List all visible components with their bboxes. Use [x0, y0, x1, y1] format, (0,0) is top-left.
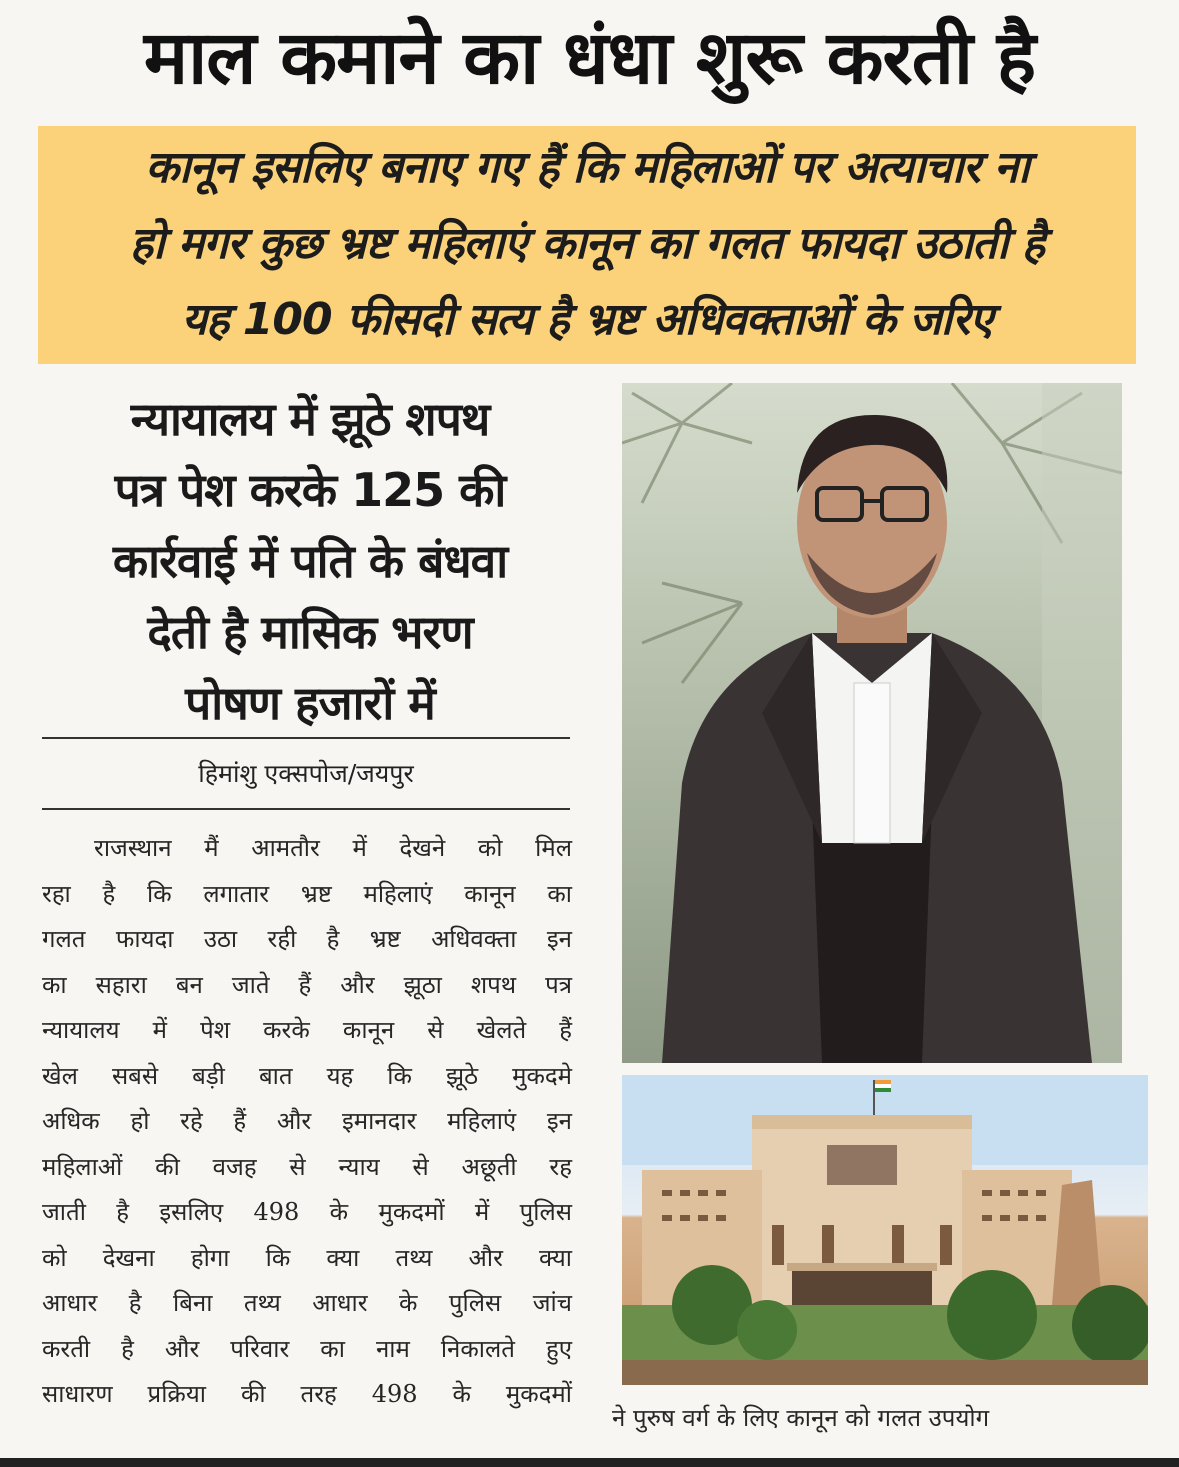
photo-caption: ने पुरुष वर्ग के लिए कानून को गलत उपयोग [612, 1404, 990, 1432]
body-line: साधारण प्रक्रिया की तरह 498 के मुकदमों [42, 1380, 572, 1408]
body-line: जाती है इसलिए 498 के मुकदमों में पुलिस [42, 1198, 572, 1226]
body-line: राजस्थान मैं आमतौर में देखने को मिल [94, 834, 572, 862]
subhead-line: न्यायालय में झूठे शपथ [130, 392, 490, 446]
subhead-line: देती है मासिक भरण [147, 605, 473, 659]
subhead-line: कार्रवाई में पति के बंधवा [112, 534, 508, 588]
subhead-line: पत्र पेश करके 125 की [114, 463, 506, 517]
subhead-line: पोषण हजारों में [185, 676, 435, 730]
body-line: अधिक हो रहे हैं और इमानदार महिलाएं इन [42, 1107, 572, 1135]
body-line: आधार है बिना तथ्य आधार के पुलिस जांच [42, 1289, 572, 1317]
court-building-photo [622, 1075, 1148, 1385]
body-line: न्यायालय में पेश करके कानून से खेलते हैं [42, 1016, 572, 1044]
body-line: को देखना होगा कि क्या तथ्य और क्या [42, 1243, 572, 1272]
article-body [42, 826, 572, 1418]
body-line: गलत फायदा उठा रही है भ्रष्ट अधिवक्ता इन [42, 925, 572, 953]
divider [42, 808, 570, 810]
subheadline [40, 384, 580, 739]
court-building-illustration [622, 1075, 1148, 1385]
body-line: खेल सबसे बड़ी बात यह कि झूठे मुकदमे [42, 1061, 572, 1090]
body-line: रहा है कि लगातार भ्रष्ट महिलाएं कानून का [42, 879, 572, 908]
highlight-banner [38, 126, 1136, 364]
banner-line: कानून इसलिए बनाए गए हैं कि महिलाओं पर अत्याचार ना [145, 142, 1029, 193]
body-line: करती है और परिवार का नाम निकालते हुए [42, 1334, 572, 1363]
divider [42, 737, 570, 739]
headline: माल कमाने का धंधा शुरू करती है [143, 15, 1036, 101]
body-line: महिलाओं की वजह से न्याय से अछूती रह [42, 1152, 572, 1181]
byline: हिमांशु एक्सपोज/जयपुर [198, 759, 414, 788]
portrait-photo [622, 383, 1122, 1063]
banner-line: हो मगर कुछ भ्रष्ट महिलाएं कानून का गलत फायदा उठाती है [129, 218, 1045, 269]
portrait-illustration [622, 383, 1122, 1063]
banner-line: यह 100 फीसदी सत्य है भ्रष्ट अधिवक्ताओं के जरिए [181, 294, 993, 345]
bottom-edge [0, 1458, 1179, 1467]
body-line: का सहारा बन जाते हैं और झूठा शपथ पत्र [42, 970, 572, 999]
